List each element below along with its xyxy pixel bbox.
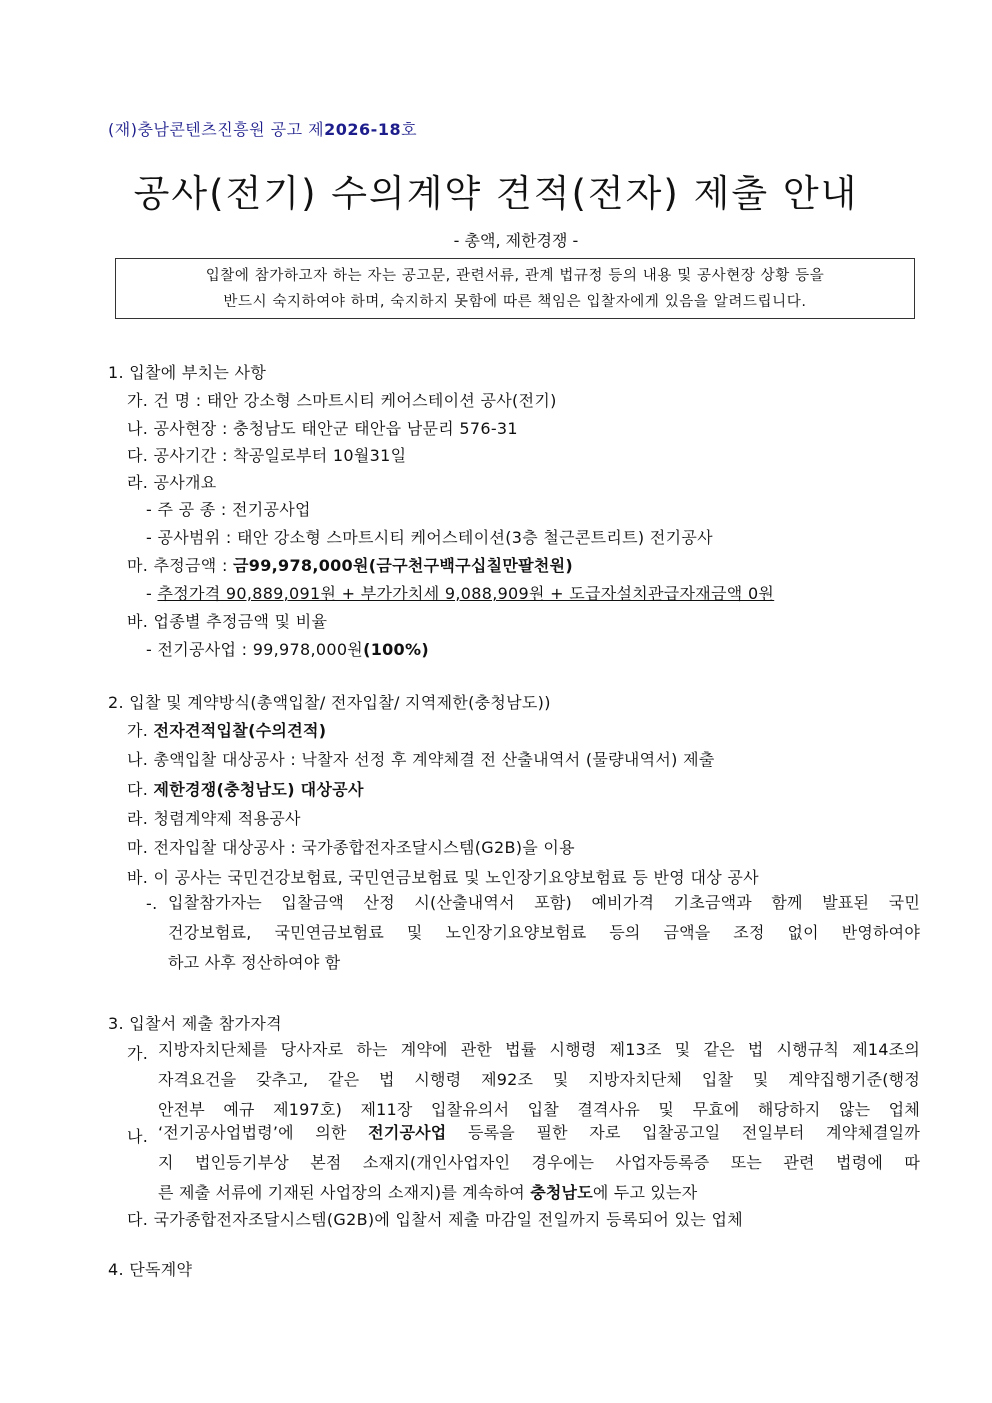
announcement-number — [108, 117, 417, 140]
s1-item-d: 라. 공사개요 — [127, 473, 217, 492]
s1-item-e-label: 마. 추정금액 : — [127, 556, 234, 575]
s3-item-b-line3-pre: 른 제출 서류에 기재된 사업장의 소재지)를 계속하여 — [158, 1183, 531, 1202]
s2-item-a — [127, 718, 326, 741]
document-title: 공사(전기) 수의계약 견적(전자) 제출 안내 — [133, 172, 859, 215]
s3-item-c: 다. 국가종합전자조달시스템(G2B)에 입찰서 제출 마감일 전일까지 등록되어 있는 업체 — [127, 1210, 743, 1229]
s1-item-a: 가. 건 명 : 태안 강소형 스마트시티 케어스테이션 공사(전기) — [127, 391, 557, 410]
s1-item-f: 바. 업종별 추정금액 및 비율 — [127, 612, 328, 631]
s3-item-b — [158, 1118, 920, 1208]
s3-item-b-line3-bold: 충청남도 — [530, 1183, 593, 1202]
s1-item-e1-dash: - — [146, 584, 158, 603]
s3-item-a — [158, 1035, 920, 1125]
s3-item-b-line2: 지 법인등기부상 본점 소재지(개인사업자인 경우에는 사업자등록증 또는 관련 법령에 따 — [158, 1153, 920, 1172]
section-3-heading: 3. 입찰서 제출 참가자격 — [108, 1014, 282, 1033]
s2-item-a-text: 전자견적입찰(수의견적) — [153, 721, 327, 740]
s2-item-f: 바. 이 공사는 국민건강보험료, 국민연금보험료 및 노인장기요양보험료 등 반영 대상 공사 — [127, 868, 759, 887]
notice-line-1: 입찰에 참가하고자 하는 자는 공고문, 관련서류, 관계 법규정 등의 내용 및 공사현장 상황 등을 — [205, 268, 825, 284]
s3-item-a-line2: 자격요건을 갖추고, 같은 법 시행령 제92조 및 지방자치단체 입찰 및 계약집행기준(행정 — [158, 1070, 920, 1089]
s1-item-d2: - 공사범위 : 태안 강소형 스마트시티 케어스테이션(3층 철근콘트리트) 전기공사 — [146, 528, 713, 547]
s1-item-f1-text: - 전기공사업 : 99,978,000원 — [146, 640, 364, 659]
s2-item-f1-dash: -. — [146, 894, 158, 913]
s3-item-b-line1-bold: 전기공사업 — [368, 1123, 447, 1142]
s2-item-c — [127, 777, 364, 800]
s2-item-c-label: 다. — [127, 780, 154, 799]
s2-item-e: 마. 전자입찰 대상공사 : 국가종합전자조달시스템(G2B)을 이용 — [127, 838, 575, 857]
notice-box — [115, 258, 915, 319]
s2-item-f1 — [168, 888, 920, 978]
s3-item-b-line3-post: 에 두고 있는자 — [592, 1183, 698, 1202]
org-number: 2026-18 — [324, 120, 402, 139]
s2-item-d: 라. 청렴계약제 적용공사 — [127, 809, 301, 828]
s3-item-b-line1-post: 등록을 필한 자로 입찰공고일 전일부터 계약체결일까 — [446, 1123, 920, 1142]
document-subtitle: - 총액, 제한경쟁 - — [453, 231, 579, 250]
s1-item-c: 다. 공사기간 : 착공일로부터 10월31일 — [127, 446, 407, 465]
s3-item-b-label: 나. — [127, 1127, 149, 1146]
notice-line-2: 반드시 숙지하여야 하며, 숙지하지 못함에 따른 책임은 입찰자에게 있음을 알려드립니다. — [223, 294, 807, 310]
s3-item-b-line1-pre: ‘전기공사업법령’에 의한 — [158, 1123, 369, 1142]
s2-item-f1-line3: 하고 사후 정산하여야 함 — [168, 953, 341, 972]
s2-item-f1-line1: 입찰참가자는 입찰금액 산정 시(산출내역서 포함) 예비가격 기초금액과 함께 발표된 국민 — [168, 893, 920, 912]
s1-item-e — [127, 553, 573, 576]
s1-item-f1 — [146, 637, 429, 660]
s3-item-a-line1: 지방자치단체를 당사자로 하는 계약에 관한 법률 시행령 제13조 및 같은 법 시행규칙 제14조의 — [158, 1040, 920, 1059]
section-2-heading: 2. 입찰 및 계약방식(총액입찰/ 전자입찰/ 지역제한(충청남도)) — [108, 693, 551, 712]
s1-item-f1-percent: (100%) — [363, 640, 429, 659]
s2-item-f1-line2: 건강보험료, 국민연금보험료 및 노인장기요양보험료 등의 금액을 조정 없이 반영하여야 — [168, 923, 920, 942]
s3-item-a-label: 가. — [127, 1044, 149, 1063]
org-prefix: (재)충남콘텐츠진흥원 공고 제 — [108, 120, 325, 139]
s3-item-b-line1 — [158, 1118, 920, 1148]
s1-item-b: 나. 공사현장 : 충청남도 태안군 태안읍 남문리 576-31 — [127, 419, 518, 438]
s2-item-c-text: 제한경쟁(충청남도) 대상공사 — [153, 780, 364, 799]
s2-item-b: 나. 총액입찰 대상공사 : 낙찰자 선정 후 계약체결 전 산출내역서 (물량내역서) 제출 — [127, 750, 715, 769]
s2-item-a-label: 가. — [127, 721, 154, 740]
estimated-amount-breakdown: 추정가격 90,889,091원 + 부가가치세 9,088,909원 + 도급자설치관급자재금액 0원 — [157, 584, 775, 603]
section-4-heading: 4. 단독계약 — [108, 1260, 193, 1279]
estimated-amount: 금99,978,000원(금구천구백구십칠만팔천원) — [233, 556, 574, 575]
section-1-heading: 1. 입찰에 부치는 사항 — [108, 363, 267, 382]
s3-item-b-line3 — [158, 1178, 920, 1208]
s1-item-d1: - 주 공 종 : 전기공사업 — [146, 500, 311, 519]
org-suffix: 호 — [401, 120, 418, 139]
s1-item-e1 — [146, 581, 774, 604]
s3-item-a-line3: 안전부 예규 제197호) 제11장 입찰유의서 입찰 결격사유 및 무효에 해당하지 않는 업체 — [158, 1100, 920, 1119]
